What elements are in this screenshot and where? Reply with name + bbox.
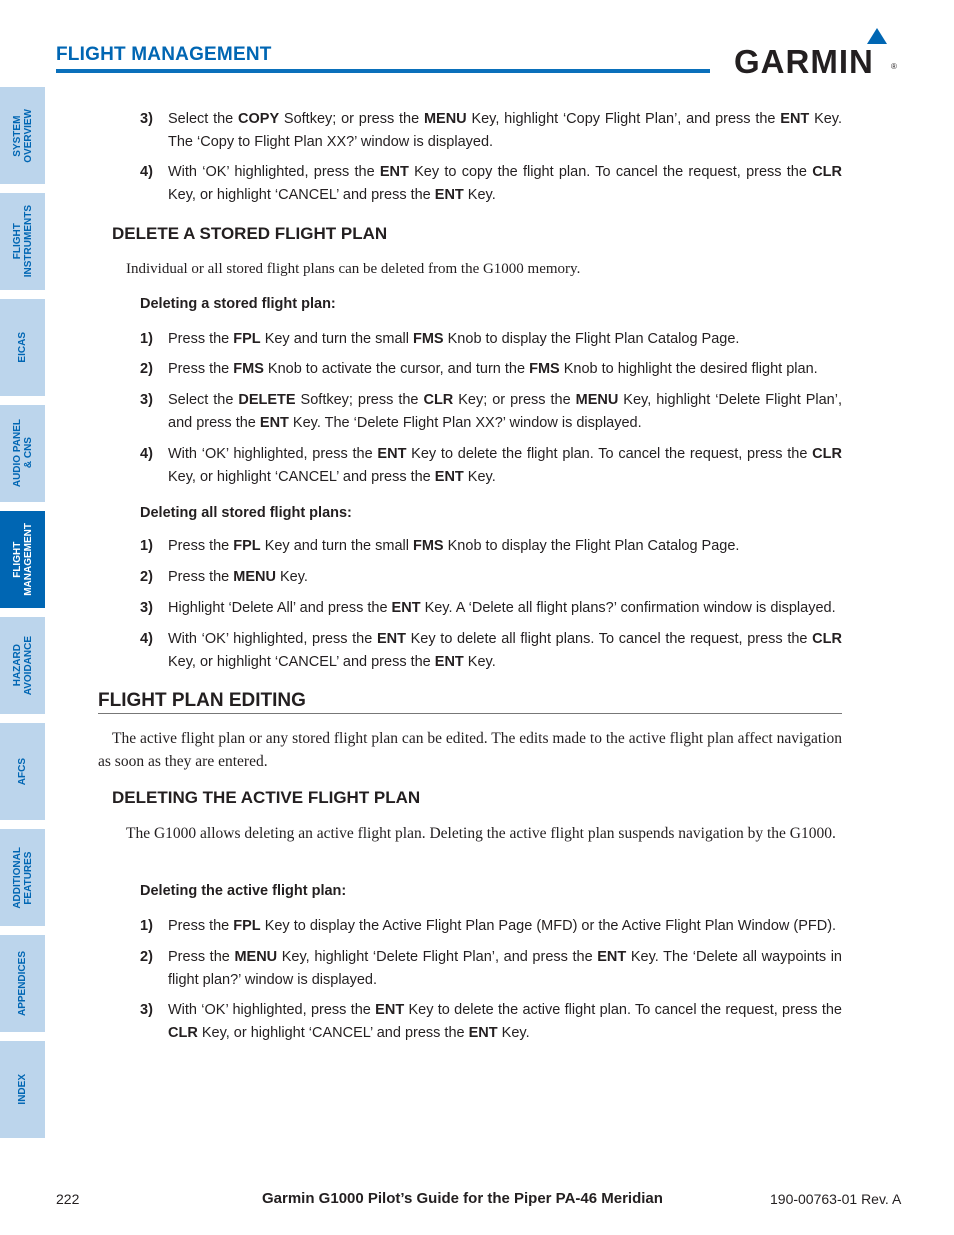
heading-flight-plan-editing: FLIGHT PLAN EDITING <box>98 690 306 711</box>
step-text: With ‘OK’ highlighted, press the ENT Key to delete the active flight plan. To cancel the request, press the CLR Key, or highlight ‘CANCEL’ and press the ENT Key. <box>168 1002 842 1041</box>
delete-active-intro: The G1000 allows deleting an active flight plan. Deleting the active flight plan suspends navigation by the G1000. <box>126 825 836 842</box>
tab-label: ADDITIONAL FEATURES <box>11 846 34 909</box>
logo-text: GARMIN <box>734 43 874 80</box>
delete-single-step-3 <box>140 389 842 435</box>
step-text: Highlight ‘Delete All’ and press the ENT Key. A ‘Delete all flight plans?’ confirmation window is displayed. <box>168 600 836 616</box>
subhead-delete-single: Deleting a stored flight plan: <box>140 296 336 312</box>
tab-label: EICAS <box>17 332 28 363</box>
tab-label: AFCS <box>17 757 28 786</box>
heading-rule <box>98 713 842 714</box>
tab-system-overview[interactable] <box>0 87 45 184</box>
step-text: Select the DELETE Softkey; press the CLR Key; or press the MENU Key, highlight ‘Delete Flight Plan’, and press the ENT Key. The ‘Delete Flight Plan XX?’ window is displayed. <box>168 392 842 431</box>
tab-audio-panel-cns[interactable] <box>0 405 45 502</box>
step-text: Press the FPL Key and turn the small FMS Knob to display the Flight Plan Catalog Page. <box>168 538 740 554</box>
delete-active-step-2 <box>140 946 842 992</box>
tab-eicas[interactable] <box>0 299 45 396</box>
logo-triangle-icon <box>867 28 887 44</box>
step-number: 4) <box>140 164 153 180</box>
delete-active-step-3 <box>140 999 842 1045</box>
tab-label: APPENDICES <box>17 950 28 1016</box>
delete-single-step-2 <box>140 358 842 381</box>
tab-label: SYSTEM OVERVIEW <box>11 108 34 163</box>
step-text: Press the MENU Key. <box>168 569 308 585</box>
tab-afcs[interactable] <box>0 723 45 820</box>
step-number: 2) <box>140 361 153 377</box>
copy-step-2 <box>140 161 842 207</box>
delete-active-step-1 <box>140 915 842 938</box>
step-text: Press the FPL Key to display the Active Flight Plan Page (MFD) or the Active Flight Plan Window (PFD). <box>168 918 837 934</box>
tab-index[interactable] <box>0 1041 45 1138</box>
delete-all-step-2 <box>140 566 842 589</box>
delete-stored-intro: Individual or all stored flight plans can be deleted from the G1000 memory. <box>126 261 581 277</box>
section-title: FLIGHT MANAGEMENT <box>56 44 272 65</box>
logo-registered-mark: ® <box>891 62 897 71</box>
step-number: 3) <box>140 392 153 408</box>
tab-flight-instruments[interactable] <box>0 193 45 290</box>
subhead-delete-active: Deleting the active flight plan: <box>140 883 347 899</box>
delete-single-step-4 <box>140 443 842 489</box>
delete-single-step-1 <box>140 328 842 351</box>
step-text: Press the FMS Knob to activate the cursor, and turn the FMS Knob to highlight the desired flight plan. <box>168 361 818 377</box>
tab-label: INDEX <box>17 1074 28 1105</box>
step-number: 1) <box>140 918 153 934</box>
page-number: 222 <box>56 1191 80 1207</box>
heading-delete-active: DELETING THE ACTIVE FLIGHT PLAN <box>112 788 421 807</box>
tab-additional-features[interactable] <box>0 829 45 926</box>
step-text: Press the MENU Key, highlight ‘Delete Flight Plan’, and press the ENT Key. The ‘Delete all waypoints in flight plan?’ window is displayed. <box>168 949 842 988</box>
document-number: 190-00763-01 Rev. A <box>770 1191 902 1207</box>
step-number: 2) <box>140 949 153 965</box>
step-number: 1) <box>140 331 153 347</box>
step-number: 2) <box>140 569 153 585</box>
copy-step-1 <box>140 108 842 154</box>
garmin-logo <box>734 26 898 78</box>
header-rule <box>56 69 710 73</box>
tab-label: FLIGHT INSTRUMENTS <box>11 205 34 278</box>
step-number: 4) <box>140 446 153 462</box>
tab-label: FLIGHT MANAGEMENT <box>11 523 34 596</box>
heading-delete-stored: DELETE A STORED FLIGHT PLAN <box>112 224 388 243</box>
tab-label: HAZARD AVOIDANCE <box>11 635 34 696</box>
tab-label: AUDIO PANEL & CNS <box>11 419 34 488</box>
step-number: 3) <box>140 600 153 616</box>
delete-all-step-4 <box>140 628 842 674</box>
tab-hazard-avoidance[interactable] <box>0 617 45 714</box>
subhead-delete-all: Deleting all stored flight plans: <box>140 505 352 521</box>
step-text: With ‘OK’ highlighted, press the ENT Key to copy the flight plan. To cancel the request, press the CLR Key, or highlight ‘CANCEL’ and press the ENT Key. <box>168 164 842 203</box>
step-text: Press the FPL Key and turn the small FMS Knob to display the Flight Plan Catalog Page. <box>168 331 740 347</box>
tab-flight-management[interactable] <box>0 511 45 608</box>
step-number: 1) <box>140 538 153 554</box>
step-number: 3) <box>140 111 153 127</box>
step-text: Select the COPY Softkey; or press the MENU Key, highlight ‘Copy Flight Plan’, and press the ENT Key. The ‘Copy to Flight Plan XX?’ window is displayed. <box>168 111 843 150</box>
delete-all-step-1 <box>140 535 842 558</box>
step-text: With ‘OK’ highlighted, press the ENT Key to delete the flight plan. To cancel the request, press the CLR Key, or highlight ‘CANCEL’ and press the ENT Key. <box>168 446 842 485</box>
step-number: 3) <box>140 1002 153 1018</box>
footer-title: Garmin G1000 Pilot’s Guide for the Piper PA-46 Meridian <box>262 1190 663 1207</box>
step-text: With ‘OK’ highlighted, press the ENT Key to delete all flight plans. To cancel the request, press the CLR Key, or highlight ‘CANCEL’ and press the ENT Key. <box>168 631 842 670</box>
step-number: 4) <box>140 631 153 647</box>
editing-intro: The active flight plan or any stored flight plan can be edited. The edits made to the active flight plan affect navigation as soon as they are entered. <box>98 730 842 770</box>
tab-appendices[interactable] <box>0 935 45 1032</box>
delete-all-step-3 <box>140 597 842 620</box>
